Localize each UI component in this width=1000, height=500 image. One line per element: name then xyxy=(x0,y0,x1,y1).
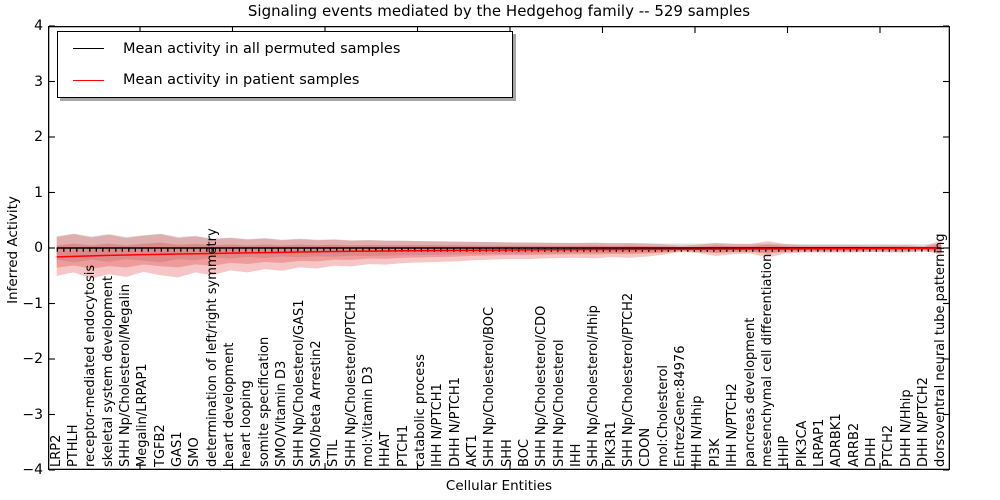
x-tick-label: DHH N/PTCH1 xyxy=(447,377,463,467)
legend xyxy=(57,31,513,98)
x-tick-label: AKT1 xyxy=(464,434,480,467)
y-tick-label: −4 xyxy=(22,462,43,478)
y-tick-label: 3 xyxy=(34,73,43,90)
x-tick-label: mol:Vitamin D3 xyxy=(360,366,376,467)
x-tick-label: heart development xyxy=(222,342,238,467)
x-tick-label: PIK3CA xyxy=(794,420,810,467)
y-tick-label: −2 xyxy=(22,351,43,367)
x-tick-label: SHH Np/Cholesterol/PTCH2 xyxy=(621,292,637,467)
y-tick-label: 4 xyxy=(34,18,43,34)
permuted-line-swatch xyxy=(73,48,104,49)
x-tick-label: LRPAP1 xyxy=(811,418,827,467)
x-tick-label: DHH N/PTCH2 xyxy=(915,377,931,467)
x-tick-label: pancreas development xyxy=(742,317,758,467)
chart-title: Signaling events mediated by the Hedgehog family -- 529 samples xyxy=(247,2,751,20)
x-tick-label: IHH N/PTCH2 xyxy=(725,383,741,467)
y-tick-label: −3 xyxy=(22,406,43,423)
x-tick-label: CDON xyxy=(638,427,654,467)
legend-item-patient xyxy=(58,65,512,95)
x-tick-label: STIL xyxy=(326,439,342,467)
x-tick-label: heart looping xyxy=(239,380,255,467)
legend-label-patient: Mean activity in patient samples xyxy=(123,72,360,89)
x-tick-label: HHAT xyxy=(378,431,394,467)
x-tick-label: HHIP xyxy=(777,435,793,467)
x-tick-label: mol:Cholesterol xyxy=(655,365,671,467)
y-tick-label: −1 xyxy=(22,295,43,312)
x-tick-label: IHH N/PTCH1 xyxy=(430,383,446,467)
x-tick-label: SHH Np/Cholesterol xyxy=(551,339,567,467)
y-tick-label: 2 xyxy=(34,129,43,145)
x-tick-label: PTHLH xyxy=(66,424,82,467)
x-tick-label: SHH Np/Cholesterol/Hhip xyxy=(586,305,602,467)
x-tick-label: DHH xyxy=(863,437,879,467)
x-tick-label: determination of left/right symmetry xyxy=(204,228,220,467)
x-tick-label: SMO/Vitamin D3 xyxy=(274,360,290,467)
x-tick-label: SHH Np/Cholesterol/CDO xyxy=(534,305,550,467)
x-tick-label: LRP2 xyxy=(48,434,64,467)
y-tick-label: 1 xyxy=(34,184,43,201)
x-axis-title: Cellular Entities xyxy=(445,478,553,494)
x-tick-label: GAS1 xyxy=(170,431,186,467)
x-tick-label: EntrezGene:84976 xyxy=(673,345,689,467)
x-tick-label: SHH xyxy=(499,439,515,467)
x-tick-label: PIK3R1 xyxy=(603,421,619,467)
x-tick-label: ADRBK1 xyxy=(829,413,845,467)
x-tick-label: SMO/beta Arrestin2 xyxy=(308,340,324,467)
x-tick-label: skeletal system development xyxy=(100,275,116,467)
x-tick-label: BOC xyxy=(517,439,533,467)
legend-label-permuted: Mean activity in all permuted samples xyxy=(123,40,401,57)
x-tick-label: PTCH1 xyxy=(395,424,411,467)
x-tick-label: somite specification xyxy=(256,336,272,467)
y-tick-label: 0 xyxy=(34,240,43,256)
x-tick-label: mesenchymal cell differentiation xyxy=(759,253,775,467)
x-tick-label: ARRB2 xyxy=(846,422,862,467)
x-tick-label: SHH Np/Cholesterol/BOC xyxy=(482,306,498,467)
x-tick-label: SHH Np/Cholesterol/GAS1 xyxy=(291,299,307,467)
x-tick-label: catabolic process xyxy=(412,354,428,467)
legend-item-permuted xyxy=(58,34,512,64)
x-tick-label: DHH N/Hhip xyxy=(898,389,914,467)
x-tick-label: PTCH2 xyxy=(881,424,897,467)
x-tick-label: SMO xyxy=(187,437,203,467)
x-tick-label: dorsoventral neural tube patterning xyxy=(933,233,949,467)
x-tick-label: receptor-mediated endocytosis xyxy=(83,264,99,467)
x-tick-label: Megalin/LRPAP1 xyxy=(135,363,151,467)
y-axis-title: Inferred Activity xyxy=(5,196,21,304)
x-tick-label: SHH Np/Cholesterol/PTCH1 xyxy=(343,292,359,467)
patient-line-swatch xyxy=(73,80,104,81)
x-tick-label: IHH xyxy=(569,443,585,467)
x-tick-label: SHH Np/Cholesterol/Megalin xyxy=(118,284,134,467)
x-tick-label: PI3K xyxy=(707,438,723,467)
x-tick-label: IHH N/Hhip xyxy=(690,395,706,467)
x-tick-label: TGFB2 xyxy=(152,424,168,467)
